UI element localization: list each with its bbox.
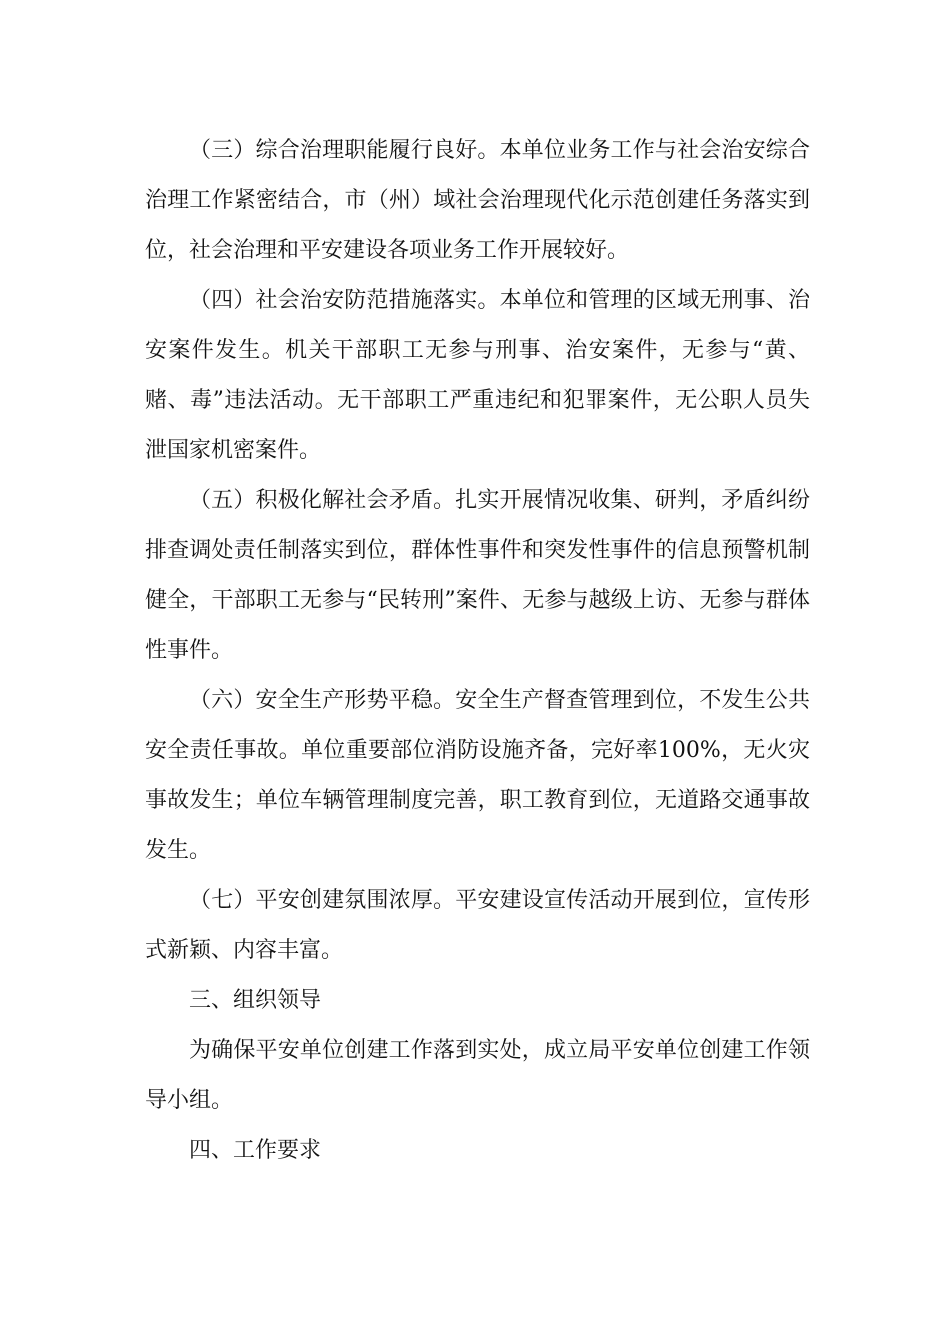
section-heading-organization: 三、组织领导 <box>189 988 322 1013</box>
paragraph-comprehensive-governance: （三）综合治理职能履行良好。本单位业务工作与社会治安综合治理工作紧密结合，市（州）域社会治理现代化示范创建任务落实到位，社会治理和平安建设各项业务工作开展较好。 <box>145 138 810 263</box>
section-heading-work-requirements: 四、工作要求 <box>189 1138 322 1163</box>
paragraph-resolve-social-conflicts: （五）积极化解社会矛盾。扎实开展情况收集、研判，矛盾纠纷排查调处责任制落实到位，群体性事件和突发性事件的信息预警机制健全，干部职工无参与“民转刑”案件、无参与越级上访、无参与群体性事件。 <box>145 488 810 663</box>
paragraph-safety-atmosphere: （七）平安创建氛围浓厚。平安建设宣传活动开展到位，宣传形式新颖、内容丰富。 <box>145 888 810 963</box>
paragraph-leadership-group: 为确保平安单位创建工作落到实处，成立局平安单位创建工作领导小组。 <box>145 1038 810 1113</box>
document-body <box>145 126 810 1176</box>
paragraph-production-safety: （六）安全生产形势平稳。安全生产督查管理到位，不发生公共安全责任事故。单位重要部位消防设施齐备，完好率100%，无火灾事故发生；单位车辆管理制度完善，职工教育到位，无道路交通事故发生。 <box>145 688 810 863</box>
paragraph-public-security-prevention: （四）社会治安防范措施落实。本单位和管理的区域无刑事、治安案件发生。机关干部职工无参与刑事、治安案件，无参与“黄、赌、毒”违法活动。无干部职工严重违纪和犯罪案件，无公职人员失泄国家机密案件。 <box>145 288 810 463</box>
